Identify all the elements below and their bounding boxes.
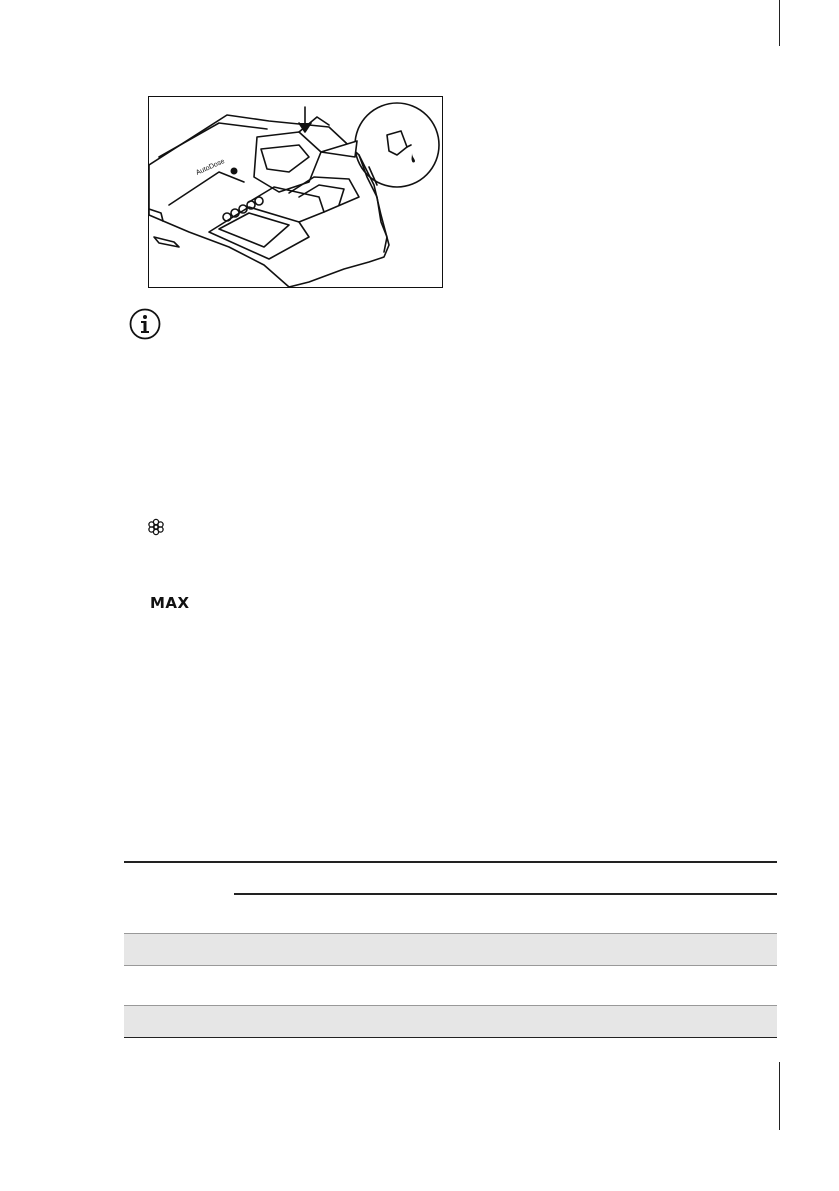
drawer-brand-label: AutoDose <box>194 157 226 177</box>
table-header-subrule <box>234 893 777 895</box>
info-icon <box>129 308 161 340</box>
table-row <box>124 1006 777 1037</box>
table-bottom-rule <box>124 1037 777 1038</box>
page-edge-rule-bottom <box>779 1062 780 1130</box>
table-top-rule <box>124 861 777 863</box>
flower-icon <box>147 518 165 536</box>
table-row <box>124 934 777 965</box>
page-edge-rule-top <box>779 0 780 46</box>
dosage-table <box>124 861 777 1039</box>
table-row <box>124 966 777 1005</box>
autodose-drawer-illustration <box>148 96 443 288</box>
max-level-marker: MAX <box>150 594 190 612</box>
